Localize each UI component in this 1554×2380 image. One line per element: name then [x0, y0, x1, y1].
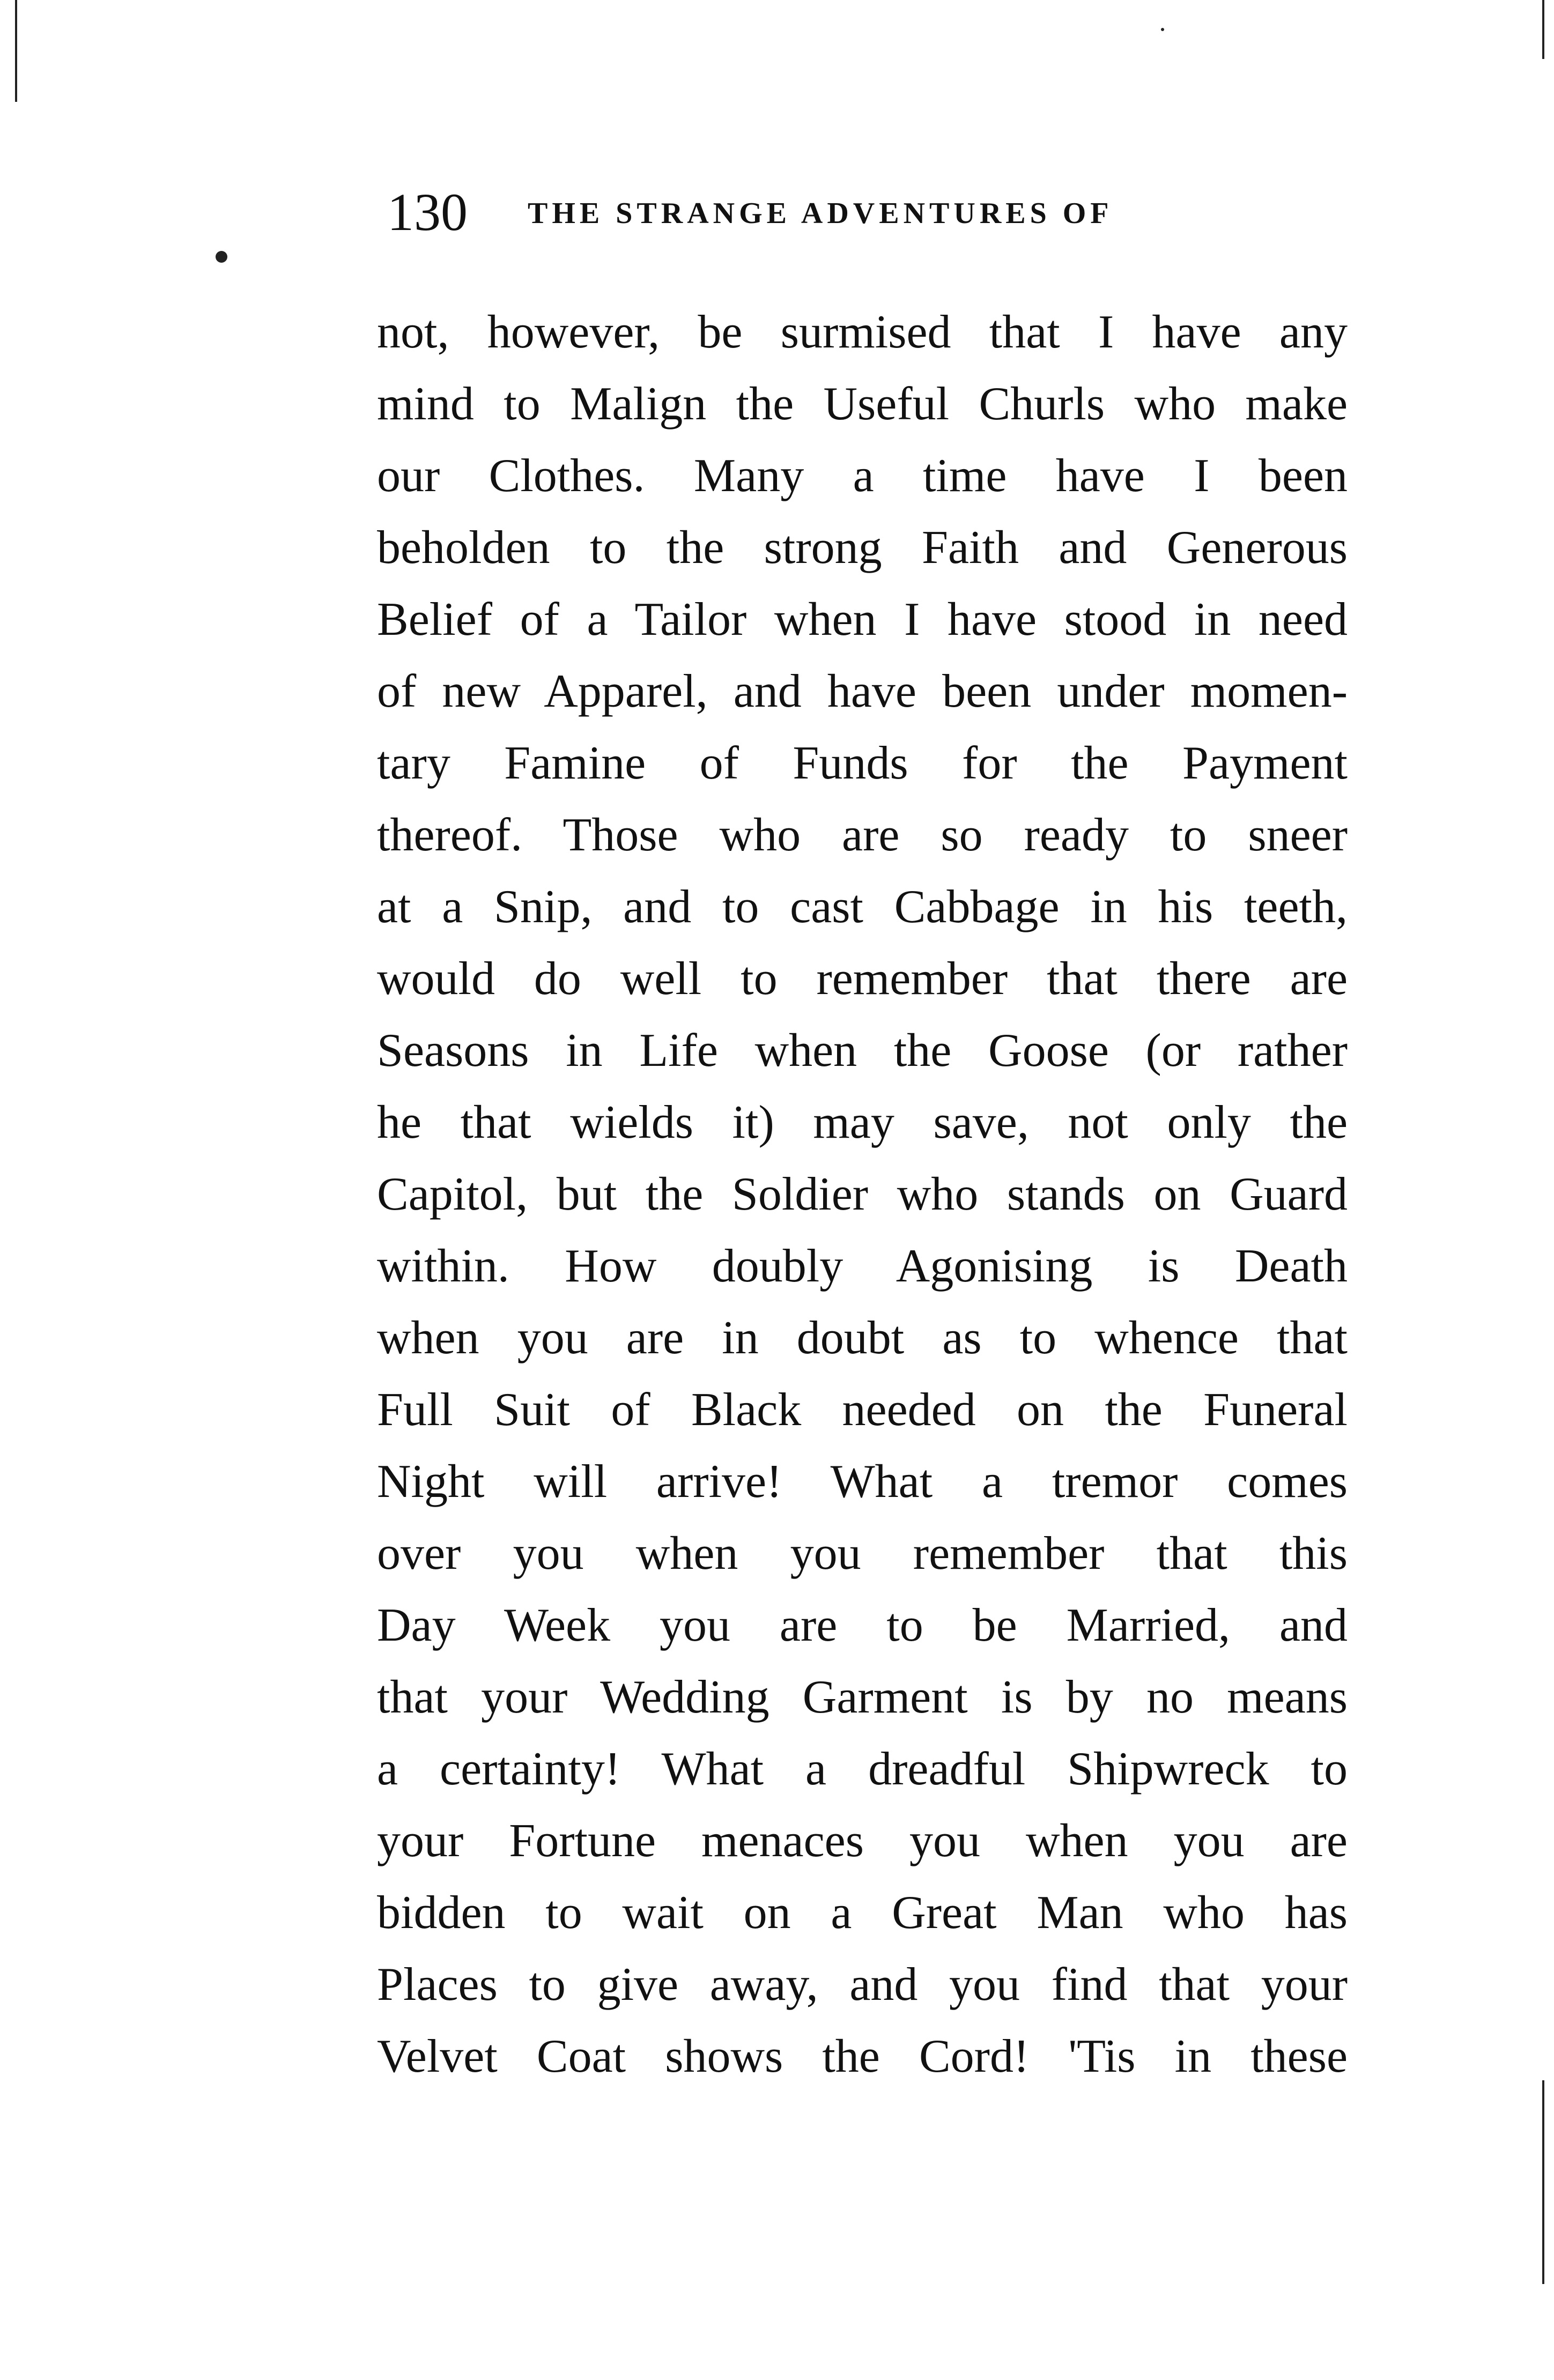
text-line: bidden to wait on a Great Man who has — [377, 1887, 1348, 1939]
running-title: THE STRANGE ADVENTURES OF — [528, 197, 1113, 230]
text-line: not, however, be surmised that I have any — [377, 306, 1348, 358]
text-line: your Fortune menaces you when you are — [377, 1815, 1348, 1867]
scan-edge-mark-top-left — [15, 0, 17, 102]
text-line: mind to Malign the Useful Churls who make — [377, 378, 1348, 430]
scan-edge-mark-top-right — [1542, 0, 1544, 59]
text-line: of new Apparel, and have been under momen- — [377, 665, 1348, 717]
text-line: our Clothes. Many a time have I been — [377, 450, 1348, 502]
text-line: tary Famine of Funds for the Payment — [377, 737, 1348, 789]
text-line: a certainty! What a dreadful Shipwreck to — [377, 1743, 1348, 1795]
text-line: Seasons in Life when the Goose (or rather — [377, 1025, 1348, 1077]
text-line: beholden to the strong Faith and Generous — [377, 522, 1348, 574]
page-number: 130 — [387, 182, 468, 242]
text-line: Full Suit of Black needed on the Funeral — [377, 1384, 1348, 1436]
text-line: Velvet Coat shows the Cord! 'Tis in these — [377, 2030, 1348, 2082]
text-line: Places to give away, and you find that your — [377, 1959, 1348, 2011]
text-line: at a Snip, and to cast Cabbage in his teeth, — [377, 881, 1348, 933]
text-line: Day Week you are to be Married, and — [377, 1599, 1348, 1651]
text-line: over you when you remember that this — [377, 1528, 1348, 1580]
text-line: he that wields it) may save, not only the — [377, 1096, 1348, 1148]
text-line: would do well to remember that there are — [377, 953, 1348, 1005]
text-line: Capitol, but the Soldier who stands on Guard — [377, 1168, 1348, 1220]
page-header — [387, 180, 1352, 244]
body-text — [377, 296, 1348, 2093]
text-line: thereof. Those who are so ready to sneer — [377, 809, 1348, 861]
text-line: that your Wedding Garment is by no means — [377, 1671, 1348, 1723]
text-line: within. How doubly Agonising is Death — [377, 1240, 1348, 1292]
text-line: Night will arrive! What a tremor comes — [377, 1456, 1348, 1508]
text-line: when you are in doubt as to whence that — [377, 1312, 1348, 1364]
scan-speck — [1161, 28, 1164, 31]
text-line: Belief of a Tailor when I have stood in need — [377, 594, 1348, 646]
margin-dot — [216, 251, 227, 263]
scan-edge-mark-bottom-right — [1542, 2080, 1544, 2284]
